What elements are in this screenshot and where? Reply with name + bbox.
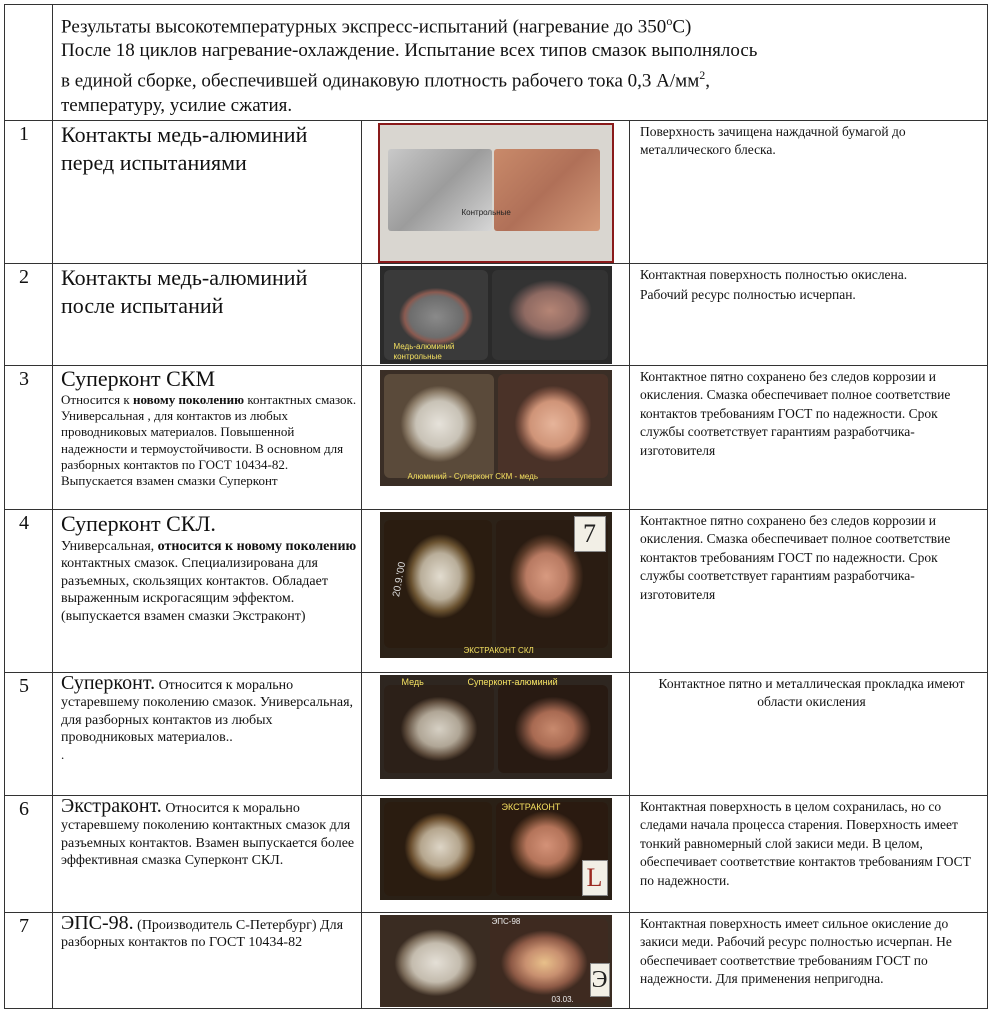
table-row	[5, 509, 988, 672]
test-results-table	[4, 4, 988, 1009]
title-cell	[53, 912, 362, 1008]
row-number: 5	[5, 672, 53, 795]
photo-cell	[362, 120, 630, 263]
row-description: ЭПС-98. (Производитель С-Петербург) Для разборных контактов по ГОСТ 10434-82	[61, 911, 344, 951]
title-cell	[53, 120, 362, 263]
title-cell	[53, 795, 362, 912]
contact-photo	[380, 266, 612, 364]
title-cell	[53, 365, 362, 509]
table-row	[5, 795, 988, 912]
header-line-4: температуру, усилие сжатия.	[61, 94, 293, 116]
photo-cell	[362, 263, 630, 365]
row-title: Суперконт СКМ	[61, 365, 216, 391]
contact-photo	[380, 512, 612, 658]
title-cell	[53, 672, 362, 795]
row-description-dot: .	[61, 746, 65, 762]
header-empty-cell	[5, 5, 53, 121]
row-title: Экстраконт.	[61, 794, 162, 817]
copper-plate	[498, 374, 608, 478]
row-title: ЭПС-98.	[61, 911, 134, 934]
contact-photo	[378, 123, 614, 263]
copper-plate	[492, 270, 608, 360]
result-note: Контактное пятно сохранено без следов коррозии и окисления. Смазка обеспечивает полное соответствие контактов требованиям ГОСТ по надежности. Срок службы соответствует гарантиям разработчика-изготовителя	[630, 365, 988, 509]
contact-photo	[380, 675, 612, 779]
result-note: Контактное пятно сохранено без следов коррозии и окисления. Смазка обеспечивает полное соответствие контактов требованиям ГОСТ по надежности. Срок службы соответствует гарантиям разработчика-изготовителя	[630, 509, 988, 672]
header-line-1: Результаты высокотемпературных экспресс-испытаний (нагревание до 350$^o$C)	[61, 14, 692, 38]
copper-plate	[494, 149, 600, 231]
row-description: Суперконт. Относится к морально устаревшему поколению смазок. Универсальная, для разборных контактов из любых проводниковых материалов..	[61, 671, 354, 746]
title-cell	[53, 509, 362, 672]
table-row	[5, 912, 988, 1008]
photo-cell	[362, 912, 630, 1008]
title-cell	[53, 263, 362, 365]
photo-cell	[362, 509, 630, 672]
photo-caption: ЭКСТРАКОНТ	[501, 801, 561, 812]
note-line: Контактная поверхность полностью окислена.	[640, 266, 908, 282]
photo-caption: ЭКСТРАКОНТ СКЛ	[463, 645, 534, 655]
result-note	[630, 263, 988, 365]
photo-date: 03.03.	[551, 994, 574, 1004]
aluminum-plate	[384, 802, 492, 896]
table-row	[5, 263, 988, 365]
photo-cell	[362, 795, 630, 912]
aluminum-plate	[384, 374, 494, 478]
table-row	[5, 365, 988, 509]
row-title: Суперконт СКЛ.	[61, 510, 216, 536]
aluminum-plate	[388, 149, 492, 231]
photo-date: 20.9.'00	[390, 560, 408, 598]
photo-caption: Контрольные	[461, 207, 511, 217]
row-description: Относится к новому поколению контактных смазок. Универсальная , для контактов из любых проводниковых материалов. Повышенной надежности и термоустойчивости. В основном для разборных контактов по ГОСТ 10434-82. Выпускается взамен смазки Суперконт	[61, 391, 357, 489]
photo-tag: 7	[574, 516, 606, 552]
row-number: 2	[5, 263, 53, 365]
table-row	[5, 672, 988, 795]
photo-caption: Медь-алюминий контрольные	[393, 341, 455, 361]
photo-caption: Алюминий - Суперконт СКМ - медь	[407, 471, 539, 481]
photo-caption-left: Медь	[401, 676, 424, 687]
contact-photo	[380, 370, 612, 486]
result-note: Контактная поверхность в целом сохранилась, но со следами начала процесса старения. Поверхность имеет тонкий равномерный слой закиси меди. В целом, обеспечивает соответствие контактов требованиям ГОСТ по надежности.	[630, 795, 988, 912]
header-line-3: в единой сборке, обеспечившей одинаковую плотность рабочего тока 0,3 $А/мм^2$,	[61, 68, 710, 92]
row-number: 6	[5, 795, 53, 912]
row-description: Экстраконт. Относится к морально устаревшему поколению контактных смазок для разъемных контактов. Взамен выпускается более эффективная смазка Суперконт СКЛ.	[61, 794, 355, 869]
aluminum-plate	[384, 919, 488, 1003]
contact-photo	[380, 915, 612, 1007]
note-line: Рабочий ресурс полностью исчерпан.	[640, 287, 856, 303]
result-note: Контактная поверхность имеет сильное окисление до закиси меди. Рабочий ресурс полностью исчерпан. Не обеспечивает соответствие требованиям ГОСТ по надежности. Для применения непригодна.	[630, 912, 988, 1008]
row-title: Контакты медь-алюминий после испытаний	[61, 264, 308, 318]
result-note: Контактное пятно и металлическая прокладка имеют области окисления	[630, 672, 988, 795]
header-line-2: После 18 циклов нагревание-охлаждение. Испытание всех типов смазок выполнялось	[61, 40, 758, 62]
photo-cell	[362, 365, 630, 509]
aluminum-plate	[384, 685, 494, 773]
result-note: Поверхность зачищена наждачной бумагой до металлического блеска.	[630, 120, 988, 263]
row-title: Контакты медь-алюминий перед испытаниями	[61, 121, 308, 175]
photo-tag: L	[582, 860, 608, 896]
table-row	[5, 120, 988, 263]
row-number: 7	[5, 912, 53, 1008]
row-description: Универсальная, относится к новому поколению контактных смазок. Специализирована для разъемных, скользящих контактов. Обладает выраженным искрогасящим эффектом.(выпускается взамен смазки Экстраконт)	[61, 538, 357, 624]
row-number: 3	[5, 365, 53, 509]
photo-tag: Э	[590, 963, 610, 997]
header-row	[5, 5, 988, 121]
header-text	[53, 5, 988, 121]
photo-caption-right: Суперконт-алюминий	[467, 676, 558, 687]
row-number: 4	[5, 509, 53, 672]
contact-photo	[380, 798, 612, 900]
copper-plate	[498, 685, 608, 773]
row-number: 1	[5, 120, 53, 263]
row-title: Суперконт.	[61, 671, 156, 694]
photo-cell	[362, 672, 630, 795]
photo-caption: ЭПС-98	[491, 916, 521, 926]
